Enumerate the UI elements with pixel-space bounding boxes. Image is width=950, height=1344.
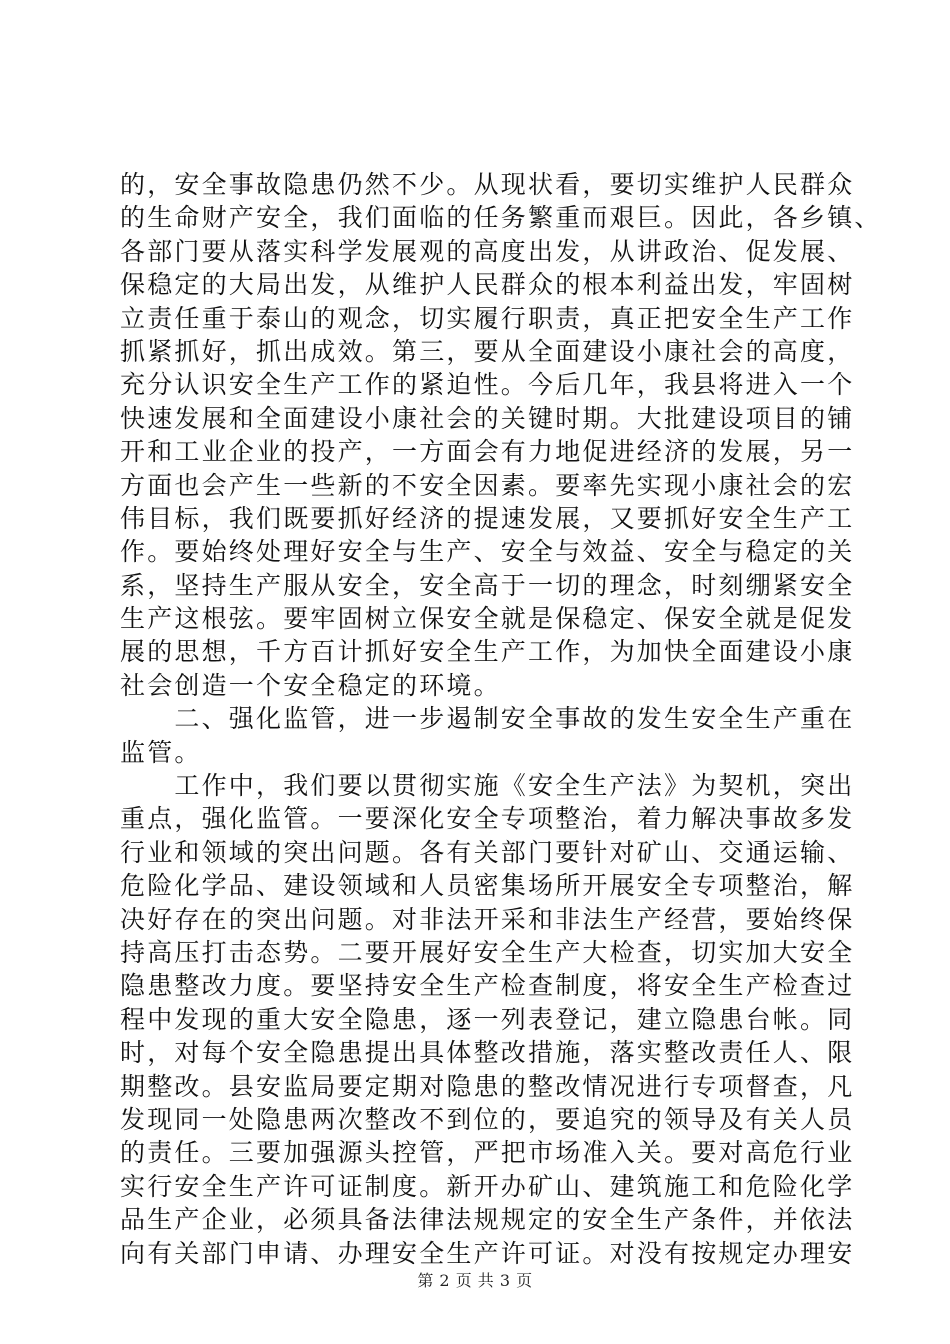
text-line: 充分认识安全生产工作的紧迫性。今后几年，我县将进入一个 [120, 370, 855, 400]
text-line: 伟目标，我们既要抓好经济的提速发展，又要抓好安全生产工 [120, 503, 855, 533]
text-line: 社会创造一个安全稳定的环境。 [120, 670, 501, 700]
text-line: 时，对每个安全隐患提出具体整改措施，落实整改责任人、限 [120, 1038, 855, 1068]
text-line: 展的思想，千方百计抓好安全生产工作，为加快全面建设小康 [120, 637, 855, 667]
text-line: 抓紧抓好，抓出成效。第三，要从全面建设小康社会的高度， [120, 336, 855, 366]
text-line: 的责任。三要加强源头控管，严把市场准入关。要对高危行业 [120, 1138, 855, 1168]
section-heading-line: 监管。 [120, 737, 202, 767]
text-line: 的生命财产安全，我们面临的任务繁重而艰巨。因此，各乡镇、 [120, 203, 882, 233]
text-line: 系，坚持生产服从安全，安全高于一切的理念，时刻绷紧安全 [120, 570, 855, 600]
text-line: 工作中，我们要以贯彻实施《安全生产法》为契机，突出 [120, 771, 855, 801]
text-line: 生产这根弦。要牢固树立保安全就是保稳定、保安全就是促发 [120, 604, 855, 634]
text-line: 开和工业企业的投产，一方面会有力地促进经济的发展，另一 [120, 437, 855, 467]
text-line: 方面也会产生一些新的不安全因素。要率先实现小康社会的宏 [120, 470, 855, 500]
document-body [120, 168, 950, 1270]
text-line: 品生产企业，必须具备法律法规规定的安全生产条件，并依法 [120, 1205, 855, 1235]
text-line: 重点，强化监管。一要深化安全专项整治，着力解决事故多发 [120, 804, 855, 834]
text-line: 持高压打击态势。二要开展好安全生产大检查，切实加大安全 [120, 937, 855, 967]
text-line: 的，安全事故隐患仍然不少。从现状看，要切实维护人民群众 [120, 170, 855, 199]
page-number-footer: 第 2 页 共 3 页 [417, 1271, 533, 1290]
text-line: 程中发现的重大安全隐患，逐一列表登记，建立隐患台帐。同 [120, 1004, 855, 1034]
text-line: 决好存在的突出问题。对非法开采和非法生产经营，要始终保 [120, 904, 855, 934]
text-line: 发现同一处隐患两次整改不到位的，要追究的领导及有关人员 [120, 1104, 855, 1134]
text-line: 立责任重于泰山的观念，切实履行职责，真正把安全生产工作 [120, 303, 855, 333]
text-line: 行业和领域的突出问题。各有关部门要针对矿山、交通运输、 [120, 837, 855, 867]
text-line: 期整改。县安监局要定期对隐患的整改情况进行专项督查，凡 [120, 1071, 855, 1101]
text-line: 隐患整改力度。要坚持安全生产检查制度，将安全生产检查过 [120, 971, 855, 1001]
text-line: 向有关部门申请、办理安全生产许可证。对没有按规定办理安 [120, 1238, 855, 1268]
text-line: 作。要始终处理好安全与生产、安全与效益、安全与稳定的关 [120, 537, 855, 567]
section-heading-line: 二、强化监管，进一步遏制安全事故的发生安全生产重在 [120, 704, 855, 734]
text-line: 危险化学品、建设领域和人员密集场所开展安全专项整治，解 [120, 871, 855, 901]
text-line: 快速发展和全面建设小康社会的关键时期。大批建设项目的铺 [120, 403, 855, 433]
text-line: 各部门要从落实科学发展观的高度出发，从讲政治、促发展、 [120, 236, 855, 266]
text-line: 保稳定的大局出发，从维护人民群众的根本利益出发，牢固树 [120, 270, 855, 300]
text-line: 实行安全生产许可证制度。新开办矿山、建筑施工和危险化学 [120, 1171, 855, 1201]
